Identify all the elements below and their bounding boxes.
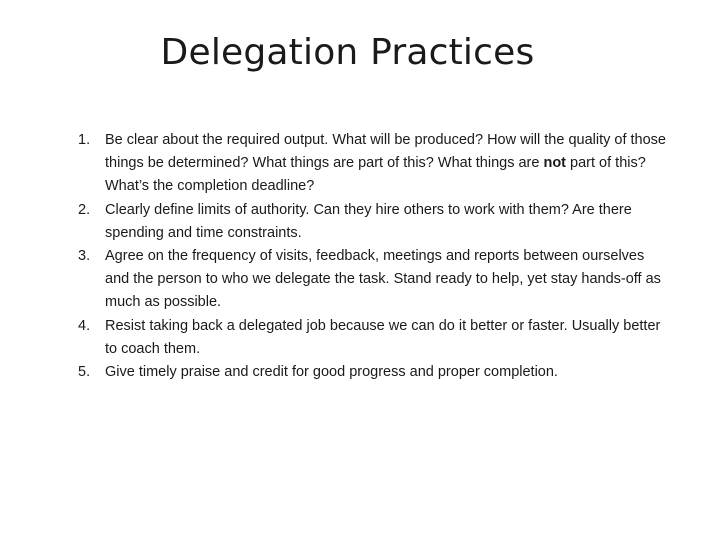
list-item-number: 2. [78, 201, 91, 218]
list-item-text: Resist taking back a delegated job because we can do it better or faster. Usually better to coach them. [105, 317, 661, 357]
list-item-number: 1. [78, 132, 91, 148]
list-item-text: Agree on the frequency of visits, feedback, meetings and reports between ourselves and the person to who we delegate the task. Stand ready to help, yet stay hands-off as much as possible. [105, 248, 661, 311]
list-item [78, 361, 668, 384]
list-item-number: 5. [78, 364, 91, 381]
list-item-text: Clearly define limits of authority. Can they hire others to work with them? Are there spending and time constraints. [105, 201, 632, 241]
slide-title: Delegation Practices [160, 32, 535, 73]
list-item-text [105, 132, 666, 194]
emphasis-text: not [543, 155, 567, 172]
list-item-text-part: part of this? What’s the completion deadline? [105, 155, 646, 195]
list-item [78, 129, 668, 199]
list-item-text-part: Be clear about the required output. What will be produced? How will the quality of those things be determined? What things are part of this? What things are [105, 132, 666, 172]
list-item [78, 199, 668, 245]
list-item [78, 315, 668, 361]
list-item-number: 3. [78, 248, 91, 265]
list-item-number: 4. [78, 317, 91, 334]
list-item [78, 245, 668, 315]
list-item-text: Give timely praise and credit for good progress and proper completion. [105, 364, 558, 381]
practices-list [78, 129, 668, 384]
